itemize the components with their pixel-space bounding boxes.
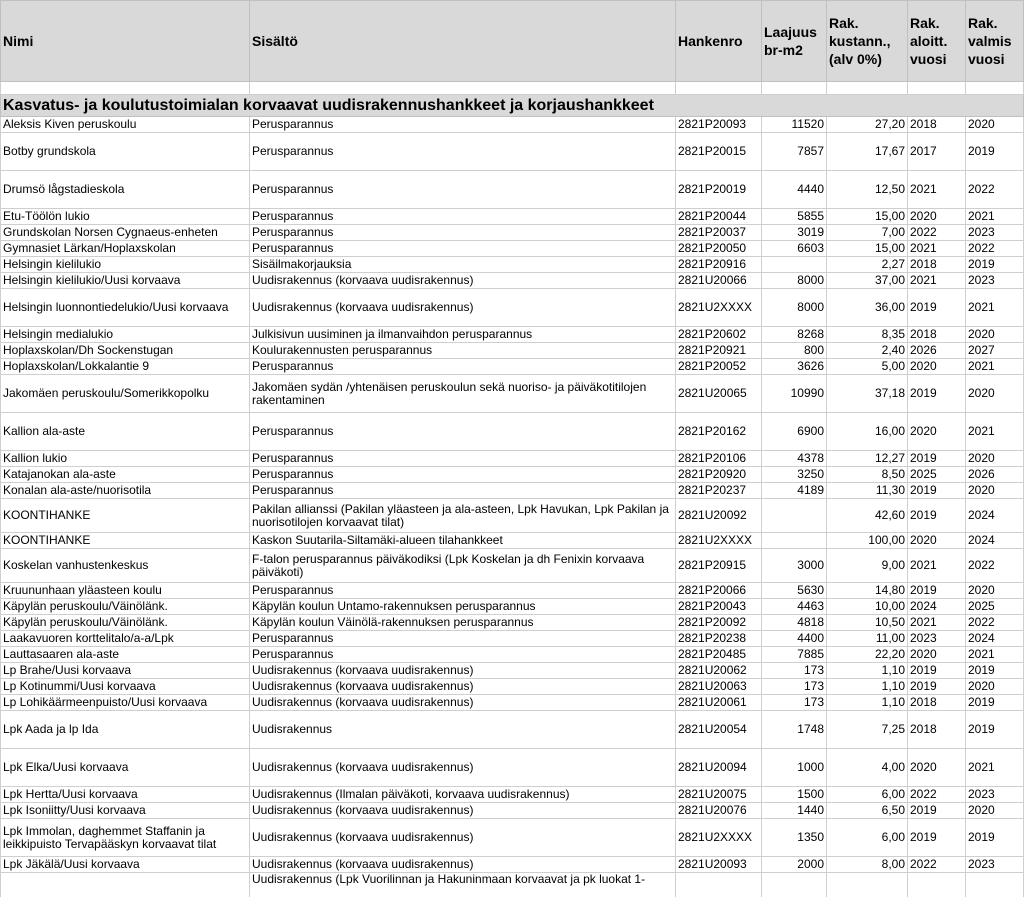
col-header-hankenro[interactable]: Hankenro [676, 1, 762, 82]
cell-valmis[interactable]: 2023 [966, 273, 1024, 289]
cell-laajuus[interactable]: 4818 [762, 615, 827, 631]
cell-laajuus[interactable]: 4463 [762, 599, 827, 615]
cell-nimi[interactable]: Käpylän peruskoulu/Väinölänk. [1, 599, 250, 615]
cell-nimi[interactable]: Hoplaxskolan/Dh Sockenstugan [1, 343, 250, 359]
table-row [1, 467, 1024, 483]
cell-sisalto[interactable]: Uudisrakennus (Ilmalan päiväkoti, korvaava uudisrakennus) [250, 787, 676, 803]
cell-sisalto[interactable]: Uudisrakennus (korvaava uudisrakennus) [250, 857, 676, 873]
cell-sisalto[interactable]: Perusparannus [250, 483, 676, 499]
cell-sisalto[interactable]: Uudisrakennus (korvaava uudisrakennus) [250, 695, 676, 711]
cell-kustannus[interactable] [827, 873, 908, 897]
cell-hankenro[interactable]: 2821P20921 [676, 343, 762, 359]
cell-valmis[interactable]: 2021 [966, 749, 1024, 787]
table-row [1, 343, 1024, 359]
cell-aloitus[interactable]: 2019 [908, 451, 966, 467]
cell-hankenro[interactable]: 2821U20062 [676, 663, 762, 679]
cell-laajuus[interactable]: 4440 [762, 171, 827, 209]
table-row [1, 241, 1024, 257]
cell-nimi[interactable]: Helsingin medialukio [1, 327, 250, 343]
cell-sisalto[interactable]: Kaskon Suutarila-Siltamäki-alueen tilahankkeet [250, 533, 676, 549]
cell-kustannus[interactable]: 7,00 [827, 225, 908, 241]
cell-kustannus[interactable]: 16,00 [827, 413, 908, 451]
cell-aloitus[interactable]: 2024 [908, 599, 966, 615]
cell-valmis[interactable]: 2019 [966, 257, 1024, 273]
cell-kustannus[interactable]: 8,00 [827, 857, 908, 873]
cell-hankenro[interactable]: 2821P20093 [676, 117, 762, 133]
cell-laajuus[interactable]: 1500 [762, 787, 827, 803]
cell-hankenro[interactable]: 2821P20043 [676, 599, 762, 615]
cell-valmis[interactable]: 2023 [966, 857, 1024, 873]
cell-hankenro[interactable]: 2821U20092 [676, 499, 762, 533]
cell-sisalto[interactable]: Perusparannus [250, 467, 676, 483]
cell-kustannus[interactable]: 1,10 [827, 695, 908, 711]
cell-hankenro[interactable]: 2821P20037 [676, 225, 762, 241]
cell-laajuus[interactable]: 173 [762, 663, 827, 679]
cell-hankenro[interactable]: 2821U20094 [676, 749, 762, 787]
cell-valmis[interactable]: 2020 [966, 451, 1024, 467]
cell-laajuus[interactable]: 1748 [762, 711, 827, 749]
table-row [1, 273, 1024, 289]
cell-nimi[interactable]: Lpk Elka/Uusi korvaava [1, 749, 250, 787]
cell-hankenro[interactable]: 2821U2XXXX [676, 819, 762, 857]
cell-laajuus[interactable]: 3019 [762, 225, 827, 241]
cell-aloitus[interactable]: 2021 [908, 549, 966, 583]
cell-valmis[interactable]: 2025 [966, 599, 1024, 615]
cell-valmis[interactable]: 2020 [966, 375, 1024, 413]
cell-hankenro[interactable] [676, 873, 762, 897]
col-header-aloitus[interactable]: Rak. aloitt. vuosi [908, 1, 966, 82]
cell-valmis[interactable]: 2019 [966, 133, 1024, 171]
cell-aloitus[interactable]: 2020 [908, 359, 966, 375]
cell-sisalto[interactable]: Sisäilmakorjauksia [250, 257, 676, 273]
cell-hankenro[interactable]: 2821P20485 [676, 647, 762, 663]
table-row [1, 413, 1024, 451]
cell-aloitus[interactable]: 2022 [908, 787, 966, 803]
cell-sisalto[interactable]: Käpylän koulun Untamo-rakennuksen perusparannus [250, 599, 676, 615]
cell-sisalto[interactable]: Perusparannus [250, 241, 676, 257]
cell-kustannus[interactable]: 15,00 [827, 209, 908, 225]
cell-nimi[interactable]: Lpk Isoniitty/Uusi korvaava [1, 803, 250, 819]
cell-aloitus[interactable]: 2026 [908, 343, 966, 359]
cell-kustannus[interactable]: 10,50 [827, 615, 908, 631]
cell-kustannus[interactable]: 5,00 [827, 359, 908, 375]
cell-kustannus[interactable]: 4,00 [827, 749, 908, 787]
cell-aloitus[interactable]: 2020 [908, 533, 966, 549]
cell-aloitus[interactable]: 2019 [908, 583, 966, 599]
cell-sisalto[interactable]: Julkisivun uusiminen ja ilmanvaihdon perusparannus [250, 327, 676, 343]
cell-sisalto[interactable]: Uudisrakennus (korvaava uudisrakennus) [250, 663, 676, 679]
cell-aloitus[interactable]: 2019 [908, 803, 966, 819]
table-row [1, 375, 1024, 413]
cell-nimi[interactable]: Kallion lukio [1, 451, 250, 467]
table-row [1, 631, 1024, 647]
cell-kustannus[interactable]: 2,40 [827, 343, 908, 359]
cell-valmis[interactable]: 2020 [966, 483, 1024, 499]
cell-valmis[interactable]: 2022 [966, 615, 1024, 631]
cell-laajuus[interactable]: 8000 [762, 289, 827, 327]
cell-valmis[interactable]: 2019 [966, 663, 1024, 679]
table-row [1, 289, 1024, 327]
cell-nimi[interactable]: KOONTIHANKE [1, 499, 250, 533]
cell-aloitus[interactable]: 2019 [908, 679, 966, 695]
cell-aloitus[interactable]: 2020 [908, 647, 966, 663]
cell-hankenro[interactable]: 2821U2XXXX [676, 533, 762, 549]
table-row [1, 133, 1024, 171]
table-row [1, 819, 1024, 857]
cell-hankenro[interactable]: 2821P20915 [676, 549, 762, 583]
cell-valmis[interactable]: 2021 [966, 359, 1024, 375]
table-row [1, 679, 1024, 695]
cell-kustannus[interactable]: 15,00 [827, 241, 908, 257]
cell-nimi[interactable] [1, 873, 250, 897]
cell-laajuus[interactable]: 1000 [762, 749, 827, 787]
cell-hankenro[interactable]: 2821P20015 [676, 133, 762, 171]
cell-hankenro[interactable]: 2821U20093 [676, 857, 762, 873]
cell-nimi[interactable]: Gymnasiet Lärkan/Hoplaxskolan [1, 241, 250, 257]
cell-nimi[interactable]: Kruununhaan yläasteen koulu [1, 583, 250, 599]
cell[interactable] [908, 82, 966, 95]
cell-laajuus[interactable]: 800 [762, 343, 827, 359]
table-row [1, 787, 1024, 803]
cell-kustannus[interactable]: 100,00 [827, 533, 908, 549]
cell-laajuus[interactable]: 173 [762, 679, 827, 695]
cell-aloitus[interactable]: 2017 [908, 133, 966, 171]
cell-aloitus[interactable] [908, 873, 966, 897]
section-row [1, 95, 1024, 117]
cell-valmis[interactable]: 2024 [966, 499, 1024, 533]
cell-sisalto[interactable]: Perusparannus [250, 451, 676, 467]
cell-kustannus[interactable]: 10,00 [827, 599, 908, 615]
table-row [1, 225, 1024, 241]
cell-valmis[interactable]: 2026 [966, 467, 1024, 483]
cell-hankenro[interactable]: 2821U2XXXX [676, 289, 762, 327]
cell-kustannus[interactable]: 6,50 [827, 803, 908, 819]
cell-kustannus[interactable]: 12,27 [827, 451, 908, 467]
cell-sisalto[interactable]: Perusparannus [250, 209, 676, 225]
cell-hankenro[interactable]: 2821P20602 [676, 327, 762, 343]
cell-sisalto[interactable]: Perusparannus [250, 631, 676, 647]
table-row [1, 857, 1024, 873]
cell-valmis[interactable]: 2020 [966, 803, 1024, 819]
cell-nimi[interactable]: Lp Kotinummi/Uusi korvaava [1, 679, 250, 695]
cell-laajuus[interactable]: 173 [762, 695, 827, 711]
cell-aloitus[interactable]: 2020 [908, 413, 966, 451]
table-row [1, 209, 1024, 225]
cell-aloitus[interactable]: 2019 [908, 289, 966, 327]
table-row [1, 499, 1024, 533]
cell-hankenro[interactable]: 2821P20050 [676, 241, 762, 257]
cell-aloitus[interactable]: 2019 [908, 819, 966, 857]
cell-aloitus[interactable]: 2018 [908, 117, 966, 133]
cell-kustannus[interactable]: 42,60 [827, 499, 908, 533]
cell-valmis[interactable]: 2023 [966, 787, 1024, 803]
cell-kustannus[interactable]: 11,00 [827, 631, 908, 647]
table-row [1, 171, 1024, 209]
col-header-kustannus[interactable]: Rak. kustann., (alv 0%) [827, 1, 908, 82]
cell-sisalto[interactable]: Perusparannus [250, 225, 676, 241]
table-row [1, 647, 1024, 663]
header-row [1, 1, 1024, 82]
cell[interactable] [762, 82, 827, 95]
cell-aloitus[interactable]: 2020 [908, 749, 966, 787]
cell-aloitus[interactable]: 2022 [908, 857, 966, 873]
cell-aloitus[interactable]: 2021 [908, 171, 966, 209]
cell[interactable] [1, 82, 250, 95]
cell-nimi[interactable]: Helsingin luonnontiedelukio/Uusi korvaava [1, 289, 250, 327]
cell-sisalto[interactable]: Perusparannus [250, 359, 676, 375]
cell-kustannus[interactable]: 37,18 [827, 375, 908, 413]
table-row [1, 599, 1024, 615]
cell-laajuus[interactable]: 1440 [762, 803, 827, 819]
cell-kustannus[interactable]: 36,00 [827, 289, 908, 327]
blank-row [1, 82, 1024, 95]
cell-nimi[interactable]: Helsingin kielilukio [1, 257, 250, 273]
cell-aloitus[interactable]: 2019 [908, 663, 966, 679]
cell-kustannus[interactable]: 17,67 [827, 133, 908, 171]
cell-nimi[interactable]: Lp Brahe/Uusi korvaava [1, 663, 250, 679]
cell-nimi[interactable]: Koskelan vanhustenkeskus [1, 549, 250, 583]
cell-aloitus[interactable]: 2018 [908, 695, 966, 711]
cell-aloitus[interactable]: 2020 [908, 209, 966, 225]
cell-laajuus[interactable]: 4189 [762, 483, 827, 499]
cell-nimi[interactable]: KOONTIHANKE [1, 533, 250, 549]
table-row [1, 533, 1024, 549]
cell-valmis[interactable]: 2027 [966, 343, 1024, 359]
cell-laajuus[interactable]: 4378 [762, 451, 827, 467]
cell-valmis[interactable]: 2020 [966, 327, 1024, 343]
cell-nimi[interactable]: Etu-Töölön lukio [1, 209, 250, 225]
cell-valmis[interactable]: 2024 [966, 631, 1024, 647]
col-header-sisalto[interactable]: Sisältö [250, 1, 676, 82]
cell-nimi[interactable]: Grundskolan Norsen Cygnaeus-enheten [1, 225, 250, 241]
cell-valmis[interactable]: 2021 [966, 209, 1024, 225]
cell-laajuus[interactable]: 3250 [762, 467, 827, 483]
table-row [1, 327, 1024, 343]
cell-valmis[interactable]: 2021 [966, 413, 1024, 451]
cell-kustannus[interactable]: 6,00 [827, 819, 908, 857]
cell-laajuus[interactable]: 2000 [762, 857, 827, 873]
cell-hankenro[interactable]: 2821P20066 [676, 583, 762, 599]
cell-laajuus[interactable] [762, 257, 827, 273]
cell-laajuus[interactable]: 5630 [762, 583, 827, 599]
cell-sisalto[interactable]: Koulurakennusten perusparannus [250, 343, 676, 359]
cell-nimi[interactable]: Lp Lohikäärmeenpuisto/Uusi korvaava [1, 695, 250, 711]
cell-nimi[interactable]: Kallion ala-aste [1, 413, 250, 451]
table-row [1, 117, 1024, 133]
cell-kustannus[interactable]: 27,20 [827, 117, 908, 133]
cell-nimi[interactable]: Drumsö lågstadieskola [1, 171, 250, 209]
cell-sisalto[interactable]: Käpylän koulun Väinölä-rakennuksen perusparannus [250, 615, 676, 631]
cell-kustannus[interactable]: 7,25 [827, 711, 908, 749]
cell-valmis[interactable]: 2024 [966, 533, 1024, 549]
cell-aloitus[interactable]: 2022 [908, 225, 966, 241]
table-row [1, 749, 1024, 787]
cell-valmis[interactable]: 2020 [966, 117, 1024, 133]
cell-aloitus[interactable]: 2021 [908, 273, 966, 289]
cell-nimi[interactable]: Konalan ala-aste/nuorisotila [1, 483, 250, 499]
cell-hankenro[interactable]: 2821U20065 [676, 375, 762, 413]
table-row [1, 257, 1024, 273]
col-header-nimi[interactable]: Nimi [1, 1, 250, 82]
cell-valmis[interactable]: 2023 [966, 225, 1024, 241]
cell-valmis[interactable]: 2022 [966, 241, 1024, 257]
cell-hankenro[interactable]: 2821P20052 [676, 359, 762, 375]
cell-laajuus[interactable]: 7857 [762, 133, 827, 171]
cell-kustannus[interactable]: 9,00 [827, 549, 908, 583]
cell-kustannus[interactable]: 1,10 [827, 663, 908, 679]
cell-kustannus[interactable]: 11,30 [827, 483, 908, 499]
cell-valmis[interactable]: 2019 [966, 695, 1024, 711]
cell-sisalto[interactable]: Perusparannus [250, 117, 676, 133]
cell-sisalto[interactable]: Perusparannus [250, 583, 676, 599]
cell-hankenro[interactable]: 2821P20237 [676, 483, 762, 499]
cell-valmis[interactable]: 2021 [966, 647, 1024, 663]
cell-hankenro[interactable]: 2821P20238 [676, 631, 762, 647]
cell-nimi[interactable]: Hoplaxskolan/Lokkalantie 9 [1, 359, 250, 375]
cell-hankenro[interactable]: 2821U20054 [676, 711, 762, 749]
cell-valmis[interactable] [966, 873, 1024, 897]
cell-hankenro[interactable]: 2821U20066 [676, 273, 762, 289]
cell-aloitus[interactable]: 2025 [908, 467, 966, 483]
table-row [1, 695, 1024, 711]
cell-sisalto[interactable]: Uudisrakennus (korvaava uudisrakennus) [250, 803, 676, 819]
table-row [1, 711, 1024, 749]
cell[interactable] [250, 82, 676, 95]
table-row [1, 803, 1024, 819]
cell-laajuus[interactable]: 10990 [762, 375, 827, 413]
cell-sisalto[interactable]: Jakomäen sydän /yhtenäisen peruskoulun sekä nuoriso- ja päiväkotitilojen rakentaminen [250, 375, 676, 413]
cell-laajuus[interactable]: 8000 [762, 273, 827, 289]
cell-laajuus[interactable]: 1350 [762, 819, 827, 857]
cell-sisalto[interactable]: Uudisrakennus (korvaava uudisrakennus) [250, 273, 676, 289]
cell-sisalto[interactable]: Uudisrakennus (korvaava uudisrakennus) [250, 819, 676, 857]
cell-valmis[interactable]: 2020 [966, 679, 1024, 695]
cell-sisalto[interactable]: Perusparannus [250, 133, 676, 171]
cell-sisalto[interactable]: Pakilan allianssi (Pakilan yläasteen ja ala-asteen, Lpk Havukan, Lpk Pakilan ja nuorisotilojen korvaavat tilat) [250, 499, 676, 533]
cell-sisalto[interactable]: Uudisrakennus (korvaava uudisrakennus) [250, 679, 676, 695]
cell-kustannus[interactable]: 2,27 [827, 257, 908, 273]
cell-nimi[interactable]: Lauttasaaren ala-aste [1, 647, 250, 663]
cell-aloitus[interactable]: 2018 [908, 711, 966, 749]
cell-laajuus[interactable]: 7885 [762, 647, 827, 663]
cell-nimi[interactable]: Jakomäen peruskoulu/Somerikkopolku [1, 375, 250, 413]
cell-laajuus[interactable] [762, 873, 827, 897]
cell-valmis[interactable]: 2019 [966, 711, 1024, 749]
cell-laajuus[interactable] [762, 533, 827, 549]
section-title[interactable]: Kasvatus- ja koulutustoimialan korvaavat uudisrakennushankkeet ja korjaushankkeet [1, 95, 1024, 117]
cell-laajuus[interactable]: 6603 [762, 241, 827, 257]
cell-hankenro[interactable]: 2821P20916 [676, 257, 762, 273]
cell-valmis[interactable]: 2019 [966, 819, 1024, 857]
cell-nimi[interactable]: Helsingin kielilukio/Uusi korvaava [1, 273, 250, 289]
cell[interactable] [827, 82, 908, 95]
cell-sisalto[interactable]: F-talon perusparannus päiväkodiksi (Lpk Koskelan ja dh Fenixin korvaava päiväkoti) [250, 549, 676, 583]
cell-kustannus[interactable]: 14,80 [827, 583, 908, 599]
cell-laajuus[interactable]: 6900 [762, 413, 827, 451]
cell-valmis[interactable]: 2020 [966, 583, 1024, 599]
cell-sisalto[interactable]: Perusparannus [250, 413, 676, 451]
cell-hankenro[interactable]: 2821U20075 [676, 787, 762, 803]
col-header-valmis[interactable]: Rak. valmis vuosi [966, 1, 1024, 82]
table-row [1, 359, 1024, 375]
cell-nimi[interactable]: Botby grundskola [1, 133, 250, 171]
cell-kustannus[interactable]: 37,00 [827, 273, 908, 289]
cell-hankenro[interactable]: 2821P20044 [676, 209, 762, 225]
cell-nimi[interactable]: Katajanokan ala-aste [1, 467, 250, 483]
cell-kustannus[interactable]: 8,50 [827, 467, 908, 483]
cell-sisalto[interactable]: Perusparannus [250, 171, 676, 209]
table-row [1, 549, 1024, 583]
cell-aloitus[interactable]: 2019 [908, 483, 966, 499]
cell-aloitus[interactable]: 2018 [908, 327, 966, 343]
cell-sisalto[interactable]: Perusparannus [250, 647, 676, 663]
cell-nimi[interactable]: Käpylän peruskoulu/Väinölänk. [1, 615, 250, 631]
table-row [1, 615, 1024, 631]
cell-valmis[interactable]: 2021 [966, 289, 1024, 327]
table-row [1, 663, 1024, 679]
cell-nimi[interactable]: Lpk Immolan, daghemmet Staffanin ja leikkipuisto Tervapääskyn korvaavat tilat [1, 819, 250, 857]
cell-aloitus[interactable]: 2019 [908, 499, 966, 533]
cell-aloitus[interactable]: 2019 [908, 375, 966, 413]
cell-hankenro[interactable]: 2821P20106 [676, 451, 762, 467]
cell-laajuus[interactable]: 3626 [762, 359, 827, 375]
cell-laajuus[interactable]: 5855 [762, 209, 827, 225]
cell-hankenro[interactable]: 2821P20920 [676, 467, 762, 483]
col-header-laajuus[interactable]: Laajuus br-m2 [762, 1, 827, 82]
cell-laajuus[interactable]: 8268 [762, 327, 827, 343]
cell-nimi[interactable]: Lpk Aada ja lp Ida [1, 711, 250, 749]
cell-aloitus[interactable]: 2021 [908, 241, 966, 257]
cell-laajuus[interactable] [762, 499, 827, 533]
cell-sisalto[interactable]: Uudisrakennus (korvaava uudisrakennus) [250, 289, 676, 327]
cell-sisalto[interactable]: Uudisrakennus (korvaava uudisrakennus) [250, 749, 676, 787]
cell-nimi[interactable]: Lpk Hertta/Uusi korvaava [1, 787, 250, 803]
cell-aloitus[interactable]: 2021 [908, 615, 966, 631]
cell-kustannus[interactable]: 12,50 [827, 171, 908, 209]
cell[interactable] [676, 82, 762, 95]
cell-kustannus[interactable]: 8,35 [827, 327, 908, 343]
cell-hankenro[interactable]: 2821U20061 [676, 695, 762, 711]
cell-nimi[interactable]: Laakavuoren korttelitalo/a-a/Lpk [1, 631, 250, 647]
cell-laajuus[interactable]: 11520 [762, 117, 827, 133]
table-row [1, 583, 1024, 599]
cell-kustannus[interactable]: 6,00 [827, 787, 908, 803]
cell-nimi[interactable]: Lpk Jäkälä/Uusi korvaava [1, 857, 250, 873]
cell-hankenro[interactable]: 2821U20076 [676, 803, 762, 819]
cell-hankenro[interactable]: 2821P20092 [676, 615, 762, 631]
cell-aloitus[interactable]: 2018 [908, 257, 966, 273]
table-row [1, 483, 1024, 499]
cell-kustannus[interactable]: 22,20 [827, 647, 908, 663]
cell-nimi[interactable]: Aleksis Kiven peruskoulu [1, 117, 250, 133]
cell-hankenro[interactable]: 2821P20162 [676, 413, 762, 451]
cell-laajuus[interactable]: 4400 [762, 631, 827, 647]
cell-kustannus[interactable]: 1,10 [827, 679, 908, 695]
cell-sisalto[interactable]: Uudisrakennus [250, 711, 676, 749]
table-row [1, 873, 1024, 897]
cell-hankenro[interactable]: 2821U20063 [676, 679, 762, 695]
table-row [1, 451, 1024, 467]
cell-valmis[interactable]: 2022 [966, 549, 1024, 583]
cell-aloitus[interactable]: 2023 [908, 631, 966, 647]
cell[interactable] [966, 82, 1024, 95]
cell-hankenro[interactable]: 2821P20019 [676, 171, 762, 209]
cell-laajuus[interactable]: 3000 [762, 549, 827, 583]
cell-valmis[interactable]: 2022 [966, 171, 1024, 209]
cell-sisalto[interactable]: Uudisrakennus (Lpk Vuorilinnan ja Hakuninmaan korvaavat ja pk luokat 1- [250, 873, 676, 897]
